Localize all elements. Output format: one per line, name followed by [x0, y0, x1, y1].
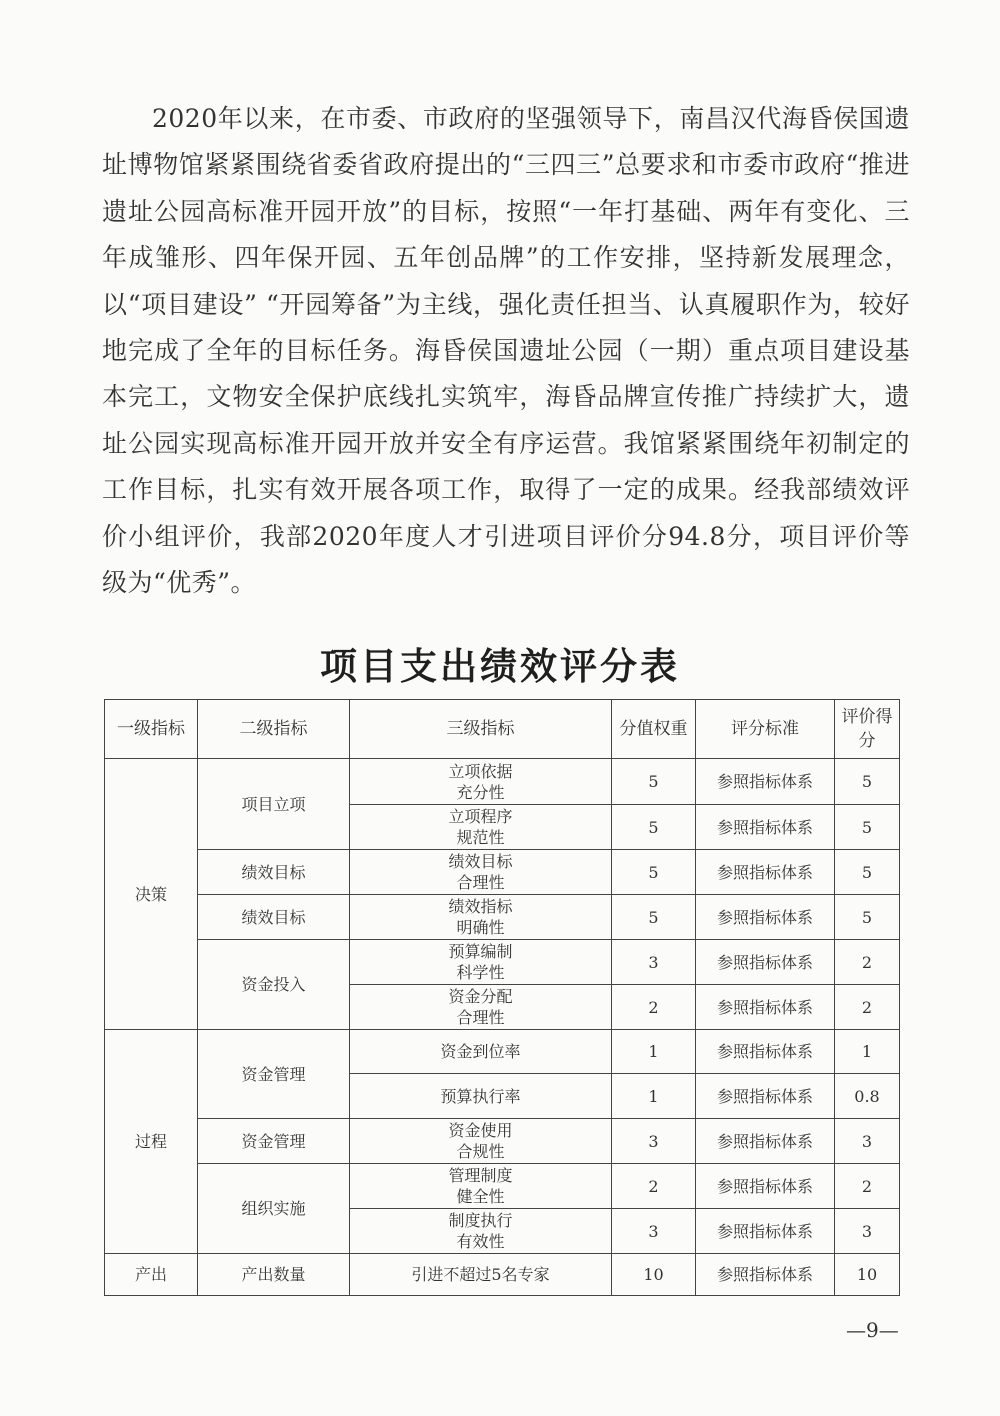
weight-cell: 3: [612, 940, 696, 985]
level3-cell: 预算执行率: [350, 1074, 612, 1119]
table-row: [105, 1030, 900, 1074]
group-decision: 决策: [105, 759, 198, 1030]
level3-cell: 立项依据 充分性: [350, 759, 612, 805]
score-cell: 0.8: [835, 1074, 900, 1119]
standard-cell: 参照指标体系: [696, 850, 835, 895]
score-cell: 2: [835, 985, 900, 1030]
level2-cell: 资金管理: [198, 1119, 350, 1164]
header-level3: 三级指标: [350, 700, 612, 759]
table-row: [105, 895, 900, 940]
weight-cell: 5: [612, 895, 696, 940]
table-title: 项目支出绩效评分表: [320, 644, 680, 688]
weight-cell: 5: [612, 805, 696, 850]
score-cell: 5: [835, 805, 900, 850]
level3-cell: 资金分配 合理性: [350, 985, 612, 1030]
score-cell: 2: [835, 940, 900, 985]
score-cell: 5: [835, 759, 900, 805]
level2-cell: 项目立项: [198, 759, 350, 850]
level3-cell: 立项程序 规范性: [350, 805, 612, 850]
standard-cell: 参照指标体系: [696, 1030, 835, 1074]
standard-cell: 参照指标体系: [696, 805, 835, 850]
level3-cell: 引进不超过5名专家: [350, 1254, 612, 1296]
level2-cell: 产出数量: [198, 1254, 350, 1296]
table-row: [105, 1119, 900, 1164]
level2-cell: 资金管理: [198, 1030, 350, 1119]
table-row: [105, 850, 900, 895]
standard-cell: 参照指标体系: [696, 759, 835, 805]
standard-cell: 参照指标体系: [696, 1254, 835, 1296]
standard-cell: 参照指标体系: [696, 1164, 835, 1209]
weight-cell: 1: [612, 1074, 696, 1119]
level3-cell: 绩效目标 合理性: [350, 850, 612, 895]
header-score: 评价得分: [835, 700, 900, 759]
standard-cell: 参照指标体系: [696, 895, 835, 940]
group-process: 过程: [105, 1030, 198, 1254]
score-cell: 5: [835, 850, 900, 895]
level3-cell: 资金使用 合规性: [350, 1119, 612, 1164]
table-row: [105, 1164, 900, 1209]
score-cell: 5: [835, 895, 900, 940]
table-row: [105, 940, 900, 985]
level2-cell: 绩效目标: [198, 850, 350, 895]
header-weight: 分值权重: [612, 700, 696, 759]
header-level1: 一级指标: [105, 700, 198, 759]
level2-cell: 资金投入: [198, 940, 350, 1030]
table-header-row: [105, 700, 900, 759]
score-cell: 3: [835, 1119, 900, 1164]
table-row: [105, 759, 900, 805]
performance-score-table: [104, 699, 900, 1296]
score-cell: 1: [835, 1030, 900, 1074]
level3-cell: 资金到位率: [350, 1030, 612, 1074]
header-standard: 评分标准: [696, 700, 835, 759]
level3-cell: 绩效指标 明确性: [350, 895, 612, 940]
weight-cell: 1: [612, 1030, 696, 1074]
weight-cell: 3: [612, 1119, 696, 1164]
level2-cell: 组织实施: [198, 1164, 350, 1254]
weight-cell: 3: [612, 1209, 696, 1254]
intro-paragraph: 2020年以来，在市委、市政府的坚强领导下，南昌汉代海昏侯国遗址博物馆紧紧围绕省委省政府提出的“三四三”总要求和市委市政府“推进遗址公园高标准开园开放”的目标，按照“一年打基础、两年有变化、三年成雏形、四年保开园、五年创品牌”的工作安排，坚持新发展理念，以“项目建设” “开园筹备”为主线，强化责任担当、认真履职作为，较好地完成了全年的目标任务。海昏侯国遗址公园（一期）重点项目建设基本完工，文物安全保护底线扎实筑牢，海昏品牌宣传推广持续扩大，遗址公园实现高标准开园开放并安全有序运营。我馆紧紧围绕年初制定的工作目标，扎实有效开展各项工作，取得了一定的成果。经我部绩效评价小组评价，我部2020年度人才引进项目评价分94.8分，项目评价等级为“优秀”。: [102, 104, 910, 598]
level2-cell: 绩效目标: [198, 895, 350, 940]
header-level2: 二级指标: [198, 700, 350, 759]
level3-cell: 制度执行 有效性: [350, 1209, 612, 1254]
score-cell: 3: [835, 1209, 900, 1254]
standard-cell: 参照指标体系: [696, 1119, 835, 1164]
standard-cell: 参照指标体系: [696, 940, 835, 985]
weight-cell: 5: [612, 850, 696, 895]
weight-cell: 10: [612, 1254, 696, 1296]
standard-cell: 参照指标体系: [696, 985, 835, 1030]
standard-cell: 参照指标体系: [696, 1209, 835, 1254]
page-number: —9—: [846, 1318, 899, 1342]
score-cell: 2: [835, 1164, 900, 1209]
group-output: 产出: [105, 1254, 198, 1296]
weight-cell: 5: [612, 759, 696, 805]
weight-cell: 2: [612, 1164, 696, 1209]
weight-cell: 2: [612, 985, 696, 1030]
score-cell: 10: [835, 1254, 900, 1296]
level3-cell: 预算编制 科学性: [350, 940, 612, 985]
table-row: [105, 1254, 900, 1296]
standard-cell: 参照指标体系: [696, 1074, 835, 1119]
level3-cell: 管理制度 健全性: [350, 1164, 612, 1209]
